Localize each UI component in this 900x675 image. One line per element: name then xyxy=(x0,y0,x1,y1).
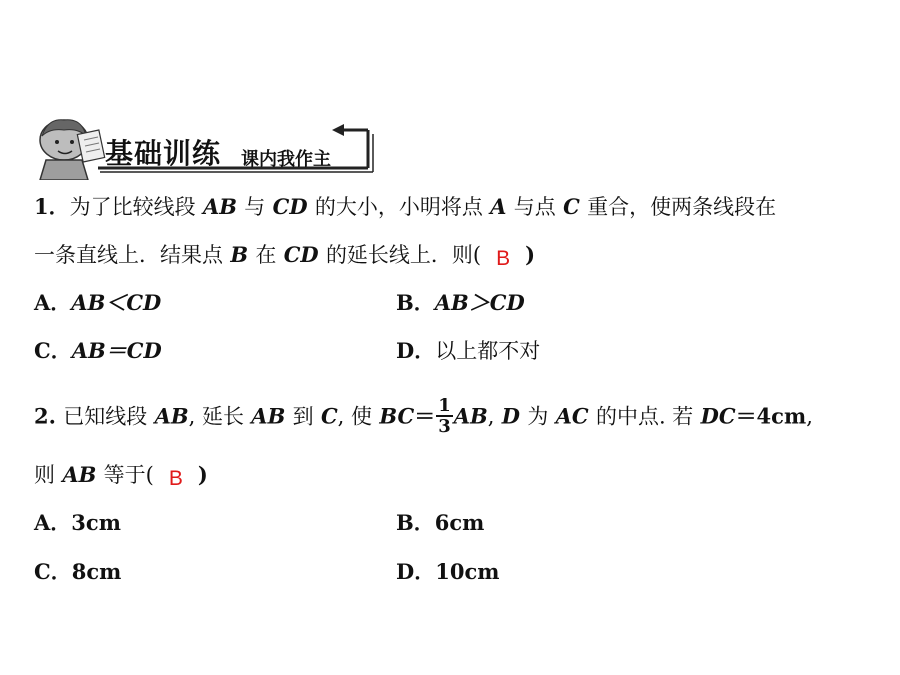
q2-option-c: C．8cm xyxy=(34,559,122,584)
q1-line1: 1．为了比较线段 AB 与 CD 的大小，小明将点 A 与点 C 重合，使两条线段在 xyxy=(34,194,777,219)
fraction-one-third: $\frac{1}{3}$ xyxy=(438,395,451,437)
q2-line1: 2. 已知线段 AB, 延长 AB 到 C, 使 BC＝ $\frac{1}{3}$ AB, D 为 AC 的中点. 若 DC＝4cm, xyxy=(34,395,813,437)
q2-line2: 则 AB 等于( B ) xyxy=(34,460,208,491)
q1-option-a: A．AB＜CD xyxy=(34,290,162,315)
q1-option-c: C．AB＝CD xyxy=(34,338,162,363)
q2-number: 2 xyxy=(34,403,49,429)
q1-option-d: D．以上都不对 xyxy=(396,338,541,363)
q2-option-b: B．6cm xyxy=(396,510,485,535)
q2-option-a: A．3cm xyxy=(34,510,121,535)
q1-option-b: B．AB＞CD xyxy=(396,290,525,315)
student-mascot-icon xyxy=(40,120,105,180)
q1-line2: 一条直线上．结果点 B 在 CD 的延长线上．则( B ) xyxy=(34,240,535,271)
q1-answer: B xyxy=(496,247,511,270)
q2-option-d: D．10cm xyxy=(396,559,500,584)
section-title: 基础训练 xyxy=(105,137,222,170)
q2-answer: B xyxy=(168,467,183,490)
q1-number: 1 xyxy=(34,194,49,219)
section-subtitle: 课内我作主 xyxy=(241,149,331,170)
